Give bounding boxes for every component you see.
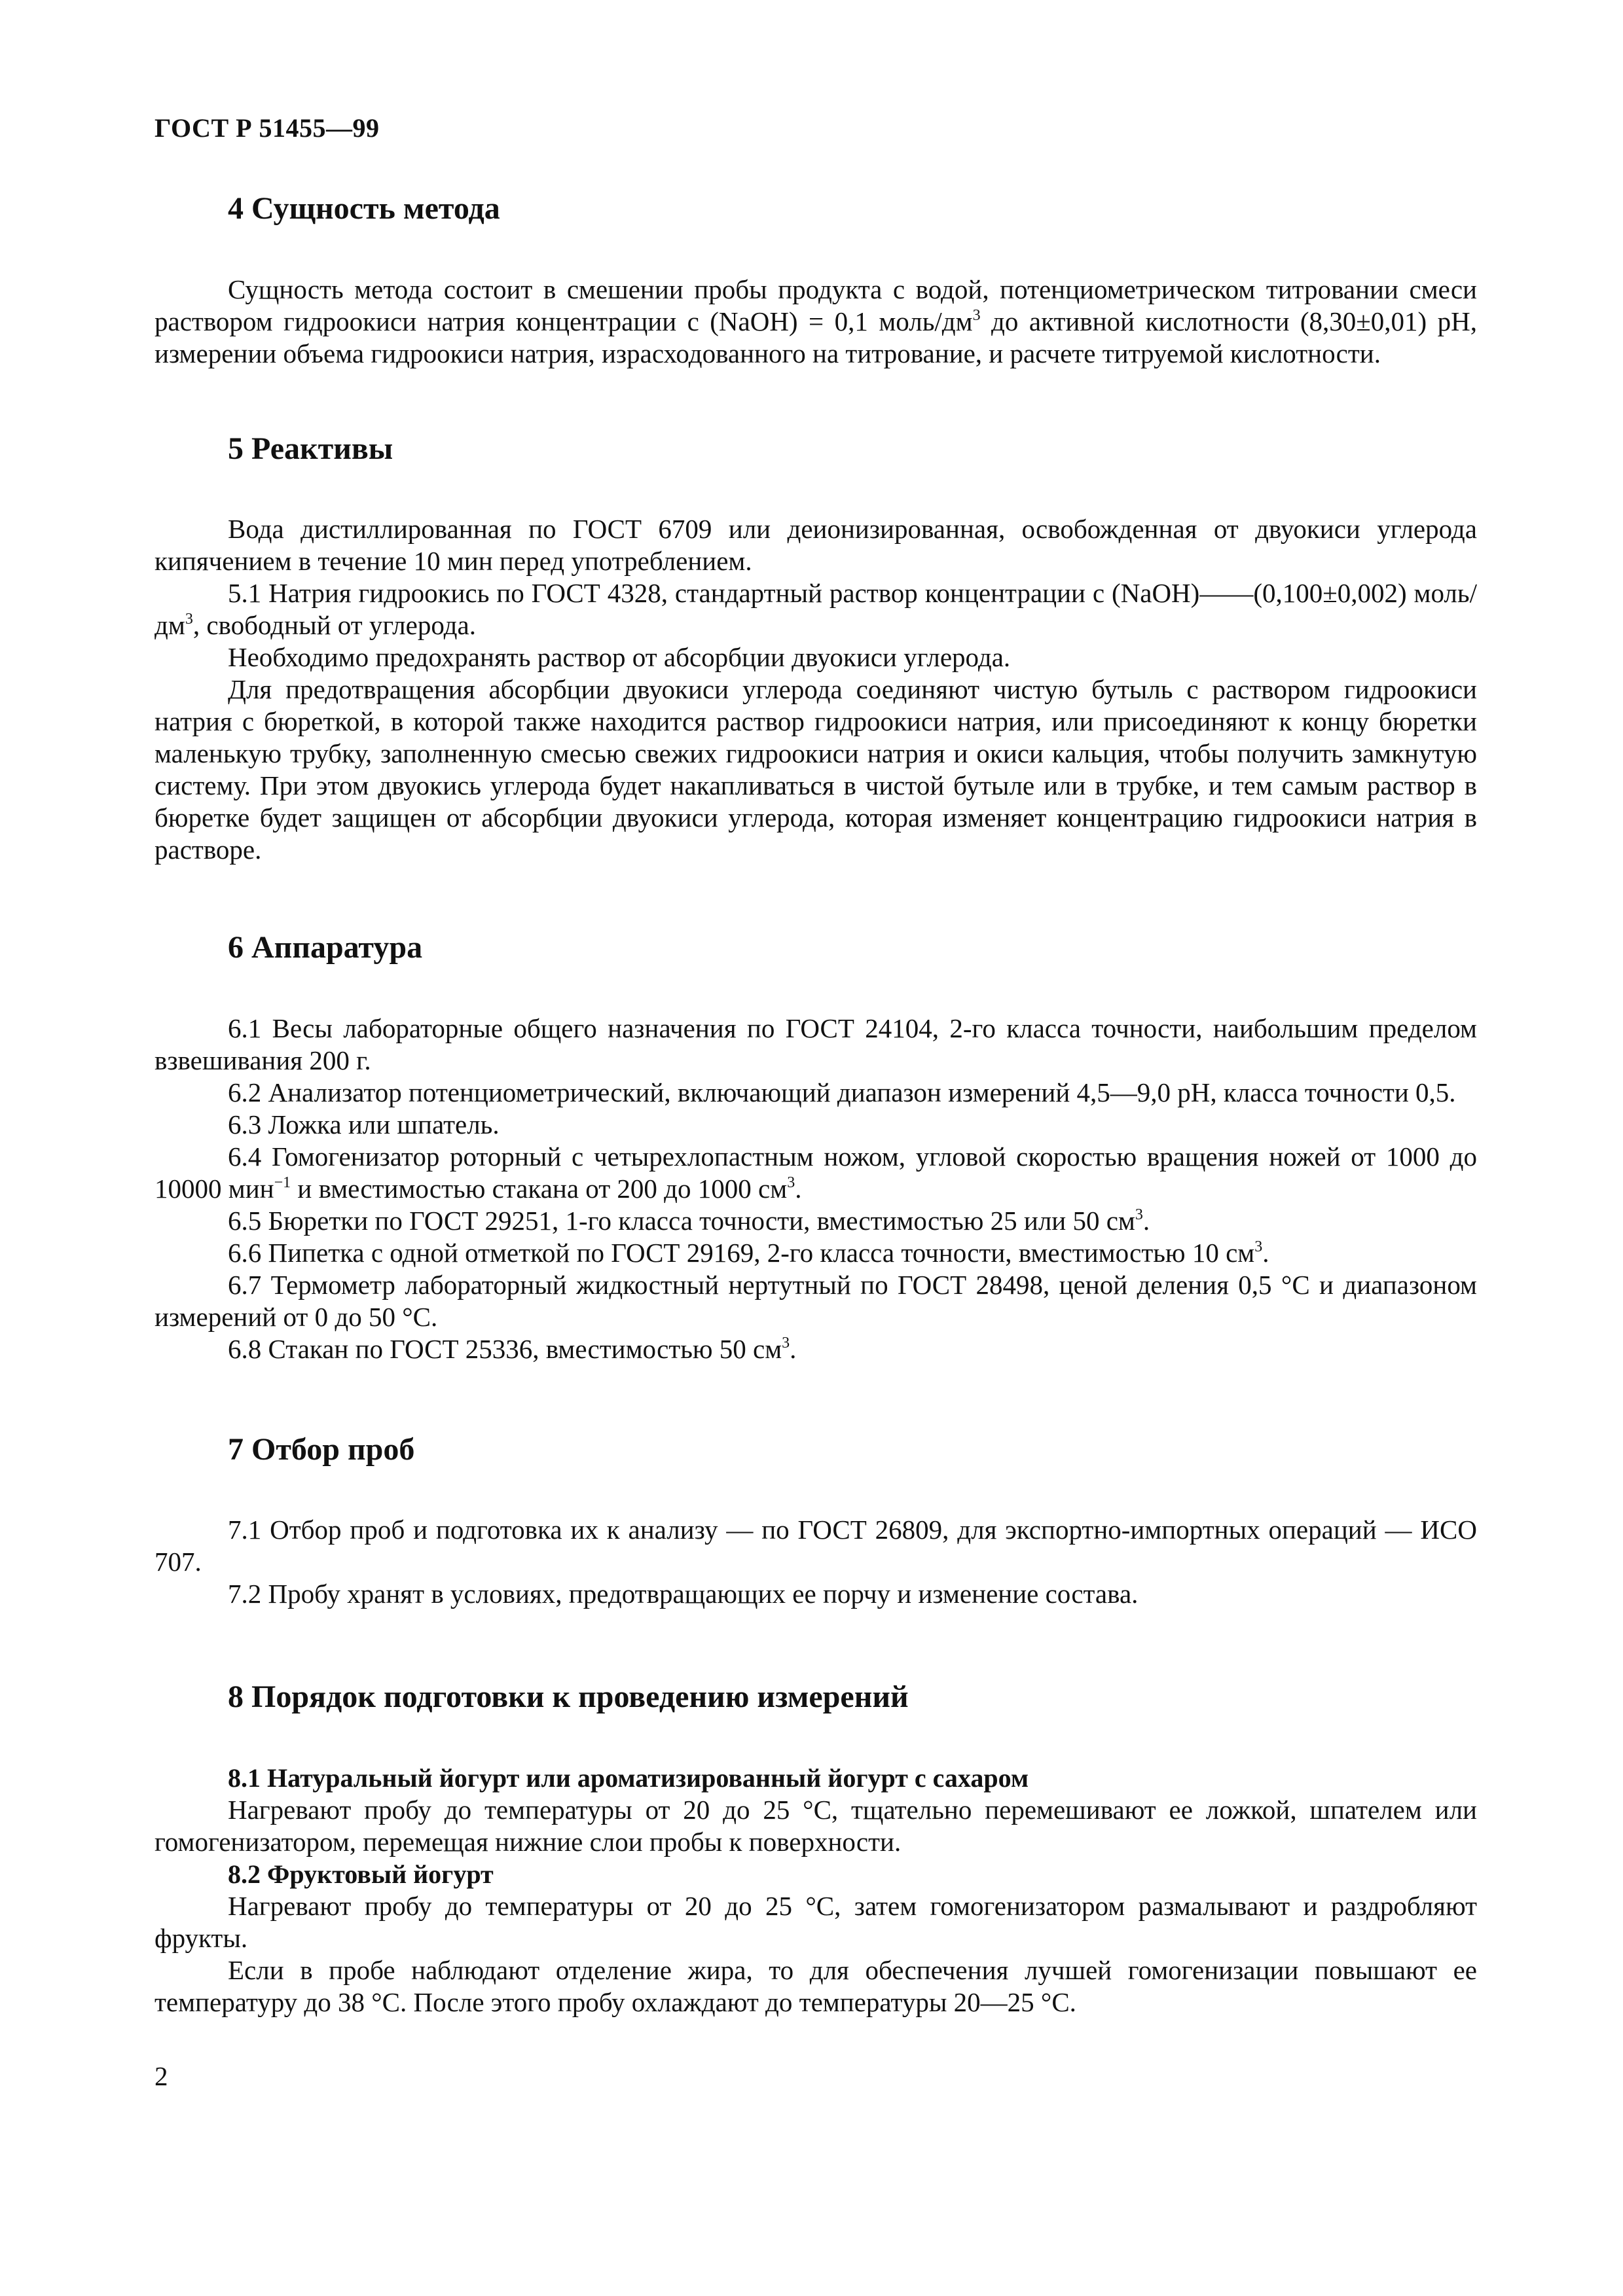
document-body: [155, 190, 1477, 2081]
section-title: 4 Сущность метода: [228, 191, 500, 226]
paragraph: 6.3 Ложка или шпатель.: [228, 1109, 500, 1139]
section-8: [155, 1678, 1477, 2018]
subsection-title: 8.1 Натуральный йогурт или ароматизированный йогурт с сахаром: [228, 1763, 1029, 1793]
paragraph: 6.2 Анализатор потенциометрический, включающий диапазон измерений 4,5—9,0 pH, класса точности 0,5.: [228, 1077, 1456, 1107]
paragraph: Для предотвращения абсорбции двуокиси углерода соединяют чистую бутыль с раствором гидроокиси натрия с бюреткой, в которой также находится раствор гидроокиси натрия, или присоединяют к концу бюретки маленькую трубку, заполненную смесью свежих гидроокиси натрия и окиси кальция, чтобы получить замкнутую систему. При этом двуокись углерода будет накапливаться в чистой бутыле или в трубке, и тем самым раствор в бюретке будет защищен от абсорбции двуокиси углерода, которая изменяет концентрацию гидроокиси натрия в растворе.: [155, 674, 1477, 865]
paragraph: 6.5 Бюретки по ГОСТ 29251, 1-го класса точности, вместимостью 25 или 50 $см^3$.: [228, 1205, 1150, 1236]
paragraph: 7.2 Пробу хранят в условиях, предотвращающих ее порчу и изменение состава.: [228, 1579, 1139, 1609]
paragraph: Вода дистиллированная по ГОСТ 6709 или деионизированная, освобожденная от двуокиси углерода кипячением в течение 10 мин перед употреблением.: [155, 514, 1477, 577]
document-code: ГОСТ Р 51455—99: [155, 113, 380, 143]
page-number: 2: [155, 2061, 168, 2091]
section-4: [155, 190, 1477, 370]
paragraph: 6.8 Стакан по ГОСТ 25336, вместимостью 50 $см^3$.: [228, 1333, 797, 1364]
paragraph: 7.1 Отбор проб и подготовка их к анализу — по ГОСТ 26809, для экспортно-импортных операций — ИСО 707.: [155, 1515, 1477, 1577]
section-title: 8 Порядок подготовки к проведению измерений: [228, 1679, 909, 1715]
section-6: [155, 929, 1477, 1365]
section-title: 5 Реактивы: [228, 431, 393, 466]
section-title: 6 Аппаратура: [228, 930, 423, 965]
paragraph: 6.7 Термометр лабораторный жидкостный нертутный по ГОСТ 28498, ценой деления 0,5 °С и диапазоном измерений от 0 до 50 °С.: [155, 1269, 1477, 1332]
paragraph: 6.6 Пипетка с одной отметкой по ГОСТ 29169, 2-го класса точности, вместимостью 10 $см^3$.: [228, 1237, 1269, 1268]
section-title: 7 Отбор проб: [228, 1431, 415, 1467]
paragraph: Если в пробе наблюдают отделение жира, то для обеспечения лучшей гомогенизации повышают ее температуру до 38 °С. После этого пробу охлаждают до температуры 20—25 °С.: [155, 1954, 1477, 2017]
section-5: [155, 430, 1477, 867]
subsection-title: 8.2 Фруктовый йогурт: [228, 1859, 494, 1889]
paragraph: Нагревают пробу до температуры от 20 до 25 °С, затем гомогенизатором размалывают и раздробляют фрукты.: [155, 1890, 1477, 1953]
paragraph: 6.1 Весы лабораторные общего назначения по ГОСТ 24104, 2-го класса точности, наибольшим пределом взвешивания 200 г.: [155, 1013, 1477, 1075]
paragraph: 6.4 Гомогенизатор роторный с четырехлопастным ножом, угловой скоростью вращения ножей от 1000 до 10000 мин$^{-1}$ и вместимостью стакана от 200 до 1000 $см^3$.: [155, 1141, 1477, 1204]
paragraph: Необходимо предохранять раствор от абсорбции двуокиси углерода.: [228, 642, 1011, 673]
paragraph: Нагревают пробу до температуры от 20 до 25 °С, тщательно перемешивают ее ложкой, шпателем или гомогенизатором, перемещая нижние слои пробы к поверхности.: [155, 1794, 1477, 1857]
paragraph: 5.1 Натрия гидроокись по ГОСТ 4328, стандартный раствор концентрации c (NaOH)——(0,100±0,002) моль/$дм^3$, свободный от углерода.: [155, 578, 1477, 641]
section-7: [155, 1431, 1477, 1611]
paragraph: Сущность метода состоит в смешении пробы продукта с водой, потенциометрическом титровании смеси раствором гидроокиси натрия концентрации c (NaOH) = 0,1 моль/$дм^3$ до активной кислотности (8,30±0,01) pH, измерении объема гидроокиси натрия, израсходованного на титрование, и расчете титруемой кислотности.: [155, 274, 1477, 368]
